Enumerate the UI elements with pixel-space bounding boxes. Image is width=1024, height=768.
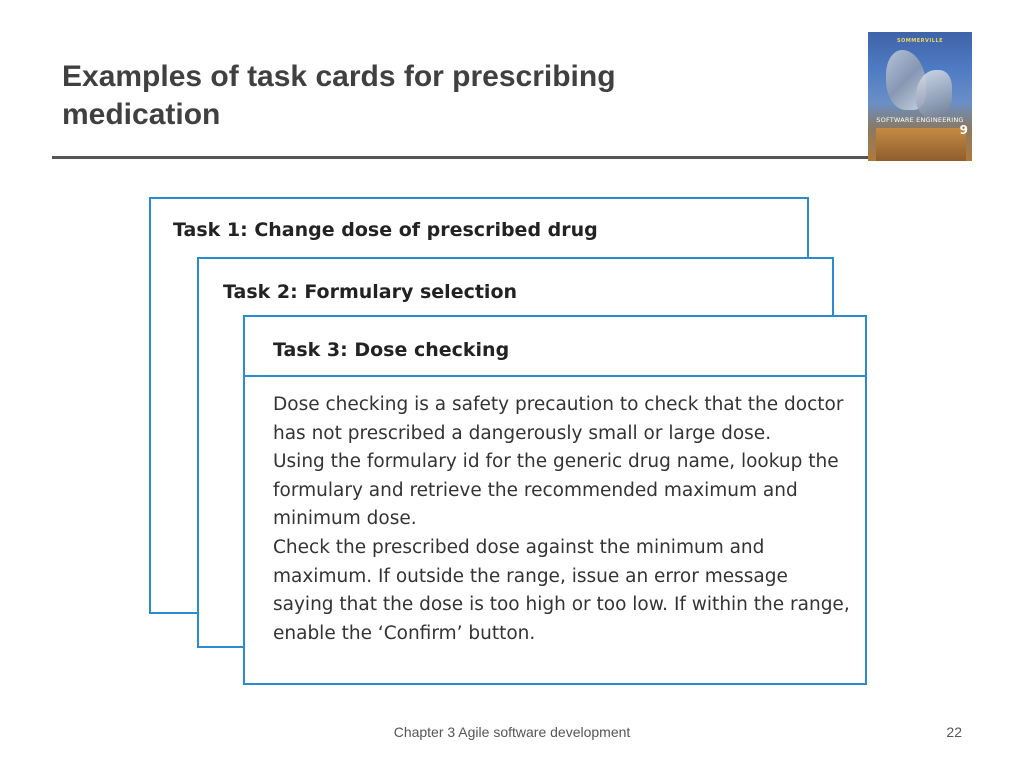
card-paragraph: Dose checking is a safety precaution to check that the doctor has not prescribed a dangerously small or large dose. bbox=[273, 394, 844, 444]
footer-chapter-text: Chapter 3 Agile software development bbox=[393, 724, 631, 740]
task-card-title: Task 3: Dose checking bbox=[273, 339, 510, 361]
task-card-title: Task 1: Change dose of prescribed drug bbox=[173, 219, 598, 241]
title-divider bbox=[52, 156, 870, 159]
card-paragraph: Check the prescribed dose against the minimum and maximum. If outside the range, issue an error message saying that the dose is too high or too low. If within the range, enable the ‘Confirm’ button. bbox=[273, 536, 850, 644]
task-card-3 bbox=[243, 315, 867, 685]
cover-edition: 9 bbox=[959, 123, 968, 137]
cover-book-title: SOFTWARE ENGINEERING bbox=[876, 116, 964, 124]
task-card-body bbox=[273, 391, 853, 648]
page-number: 22 bbox=[946, 724, 962, 740]
cover-sculpture-shape bbox=[916, 70, 952, 118]
cover-author: SOMMERVILLE bbox=[896, 38, 944, 44]
card-header-divider bbox=[245, 375, 865, 377]
slide-title: Examples of task cards for prescribing medication bbox=[62, 60, 616, 131]
card-paragraph: Using the formulary id for the generic drug name, lookup the formulary and retrieve the recommended maximum and minimum dose. bbox=[273, 451, 839, 530]
cover-ground-shape bbox=[876, 128, 966, 161]
book-cover-image bbox=[868, 32, 972, 161]
task-card-title: Task 2: Formulary selection bbox=[223, 281, 518, 303]
